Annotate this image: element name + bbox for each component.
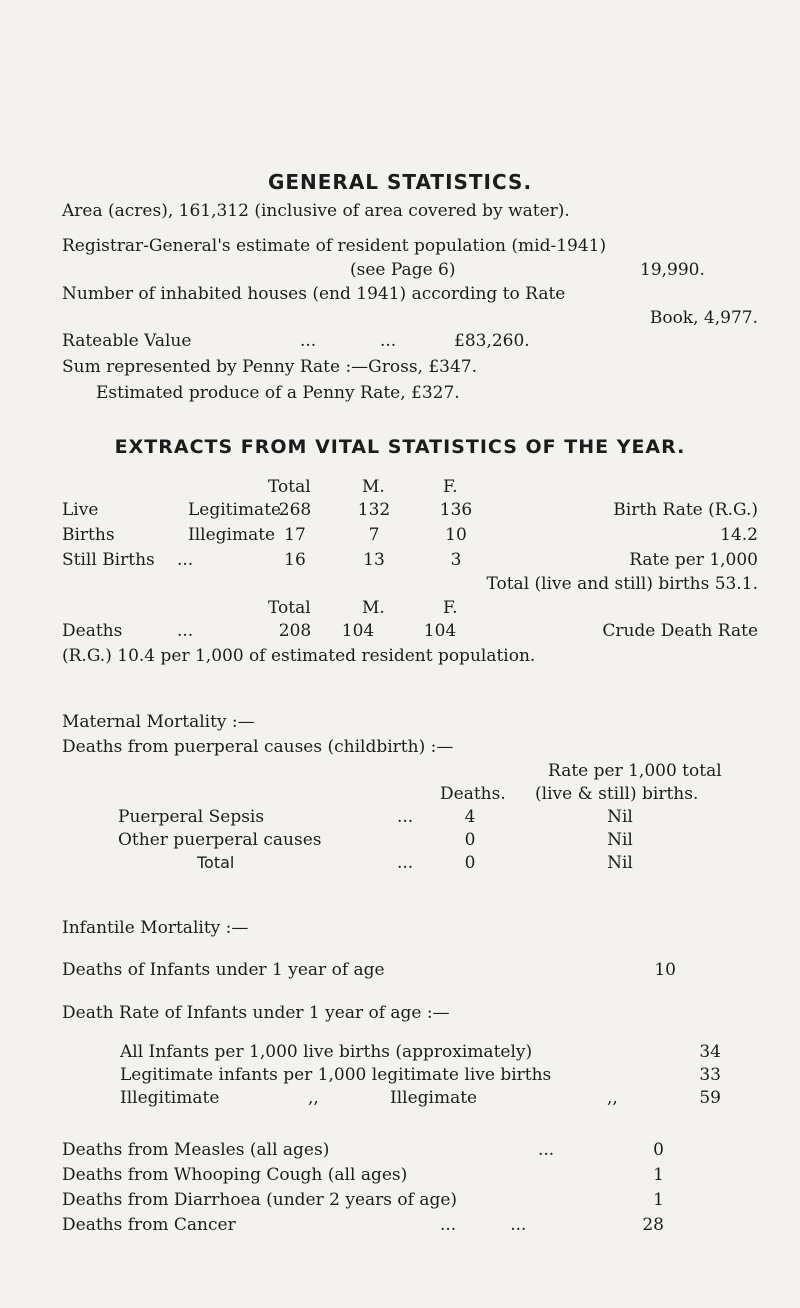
cause-value: 28 (642, 1215, 664, 1235)
infant-rate-value: 33 (699, 1065, 721, 1085)
deaths-f: 104 (423, 621, 457, 641)
deaths-col-f: F. (443, 598, 458, 618)
penny-rate-produce: Estimated produce of a Penny Rate, £327. (96, 383, 460, 403)
population-estimate-line: Registrar-General's estimate of resident population (mid-1941) (62, 236, 607, 256)
births-total: 17 (284, 525, 306, 545)
page-title: GENERAL STATISTICS. (267, 170, 533, 194)
infant-rate-heading: Death Rate of Infants under 1 year of age :— (62, 1003, 450, 1023)
crude-death-rate-label: Crude Death Rate (602, 621, 758, 641)
deaths-total: 208 (278, 621, 312, 641)
ditto-mark: ,, (607, 1088, 618, 1108)
maternal-rate: Nil (607, 853, 633, 873)
births-f: 3 (450, 550, 462, 570)
area-line: Area (acres), 161,312 (inclusive of area covered by water). (62, 201, 570, 221)
cause-label: Deaths from Diarrhoea (under 2 years of age) (62, 1190, 458, 1210)
births-row-dots: ... (177, 550, 194, 570)
maternal-deaths-header: Deaths. (440, 784, 506, 804)
maternal-row-label: Puerperal Sepsis (118, 807, 265, 827)
births-col-m: M. (362, 477, 385, 497)
births-col-total: Total (268, 477, 311, 497)
maternal-row-dots: ... (397, 807, 414, 827)
cause-dots: ... ... (440, 1215, 527, 1235)
maternal-rate-header: Rate per 1,000 total (548, 761, 722, 781)
maternal-deaths: 0 (464, 830, 476, 850)
birth-rate-value: 14.2 (720, 525, 758, 545)
cause-label: Deaths from Measles (all ages) (62, 1140, 330, 1160)
houses-value: Book, 4,977. (649, 308, 758, 328)
infant-deaths-value: 10 (654, 960, 676, 980)
deaths-dots: ... (177, 621, 194, 641)
births-f: 136 (439, 500, 473, 520)
maternal-heading: Maternal Mortality :— (62, 712, 255, 732)
births-col-f: F. (443, 477, 458, 497)
maternal-rate: Nil (607, 807, 633, 827)
maternal-row-dots: ... (397, 853, 414, 873)
births-row-label: Illegimate (188, 525, 276, 545)
cause-label: Deaths from Whooping Cough (all ages) (62, 1165, 408, 1185)
births-m: 132 (357, 500, 391, 520)
cause-dots: ... (538, 1140, 555, 1160)
maternal-rate: Nil (607, 830, 633, 850)
infant-deaths-label: Deaths of Infants under 1 year of age (62, 960, 385, 980)
houses-line: Number of inhabited houses (end 1941) according to Rate (62, 284, 566, 304)
penny-rate-sum: Sum represented by Penny Rate :—Gross, £347. (62, 357, 478, 377)
births-m: 13 (363, 550, 385, 570)
cause-value: 0 (653, 1140, 664, 1160)
cause-label: Deaths from Cancer (62, 1215, 236, 1235)
infant-rate-label: Legitimate infants per 1,000 legitimate live births (120, 1065, 552, 1085)
vital-statistics-heading: EXTRACTS FROM VITAL STATISTICS OF THE YEAR. (114, 436, 686, 458)
deaths-label: Deaths (62, 621, 123, 641)
births-row-label: Births (62, 525, 115, 545)
population-page-ref: (see Page 6) (350, 260, 456, 280)
births-total: 16 (284, 550, 306, 570)
births-total: 268 (278, 500, 312, 520)
maternal-total-label: Total (197, 853, 235, 872)
maternal-deaths: 4 (464, 807, 476, 827)
infant-rate-label: Illegimate (390, 1088, 478, 1108)
maternal-rate-header: (live & still) births. (535, 784, 699, 804)
rateable-label: Rateable Value (62, 331, 192, 351)
stillbirth-rate-label: Rate per 1,000 (629, 550, 758, 570)
infant-rate-label: All Infants per 1,000 live births (approximately) (120, 1042, 533, 1062)
total-births-rate: Total (live and still) births 53.1. (486, 574, 758, 594)
maternal-deaths: 0 (464, 853, 476, 873)
rateable-dots: ... (300, 331, 317, 351)
births-row-label: Live (62, 500, 99, 520)
infant-rate-label: Illegitimate (120, 1088, 220, 1108)
births-m: 7 (368, 525, 380, 545)
infant-rate-value: 59 (699, 1088, 721, 1108)
cause-value: 1 (653, 1190, 664, 1210)
cause-value: 1 (653, 1165, 664, 1185)
birth-rate-label: Birth Rate (R.G.) (613, 500, 758, 520)
infant-rate-value: 34 (699, 1042, 721, 1062)
maternal-row-label: Other puerperal causes (118, 830, 322, 850)
deaths-col-total: Total (268, 598, 311, 618)
births-row-label: Legitimate (188, 500, 282, 520)
births-row-label: Still Births (62, 550, 155, 570)
crude-death-rate-value: (R.G.) 10.4 per 1,000 of estimated resident population. (62, 646, 536, 666)
maternal-subheading: Deaths from puerperal causes (childbirth) :— (62, 737, 454, 757)
deaths-col-m: M. (362, 598, 385, 618)
rateable-dots: ... (380, 331, 397, 351)
population-value: 19,990. (640, 260, 705, 280)
ditto-mark: ,, (308, 1088, 319, 1108)
rateable-value: £83,260. (454, 331, 530, 351)
infantile-heading: Infantile Mortality :— (62, 918, 249, 938)
births-f: 10 (445, 525, 467, 545)
deaths-m: 104 (341, 621, 375, 641)
